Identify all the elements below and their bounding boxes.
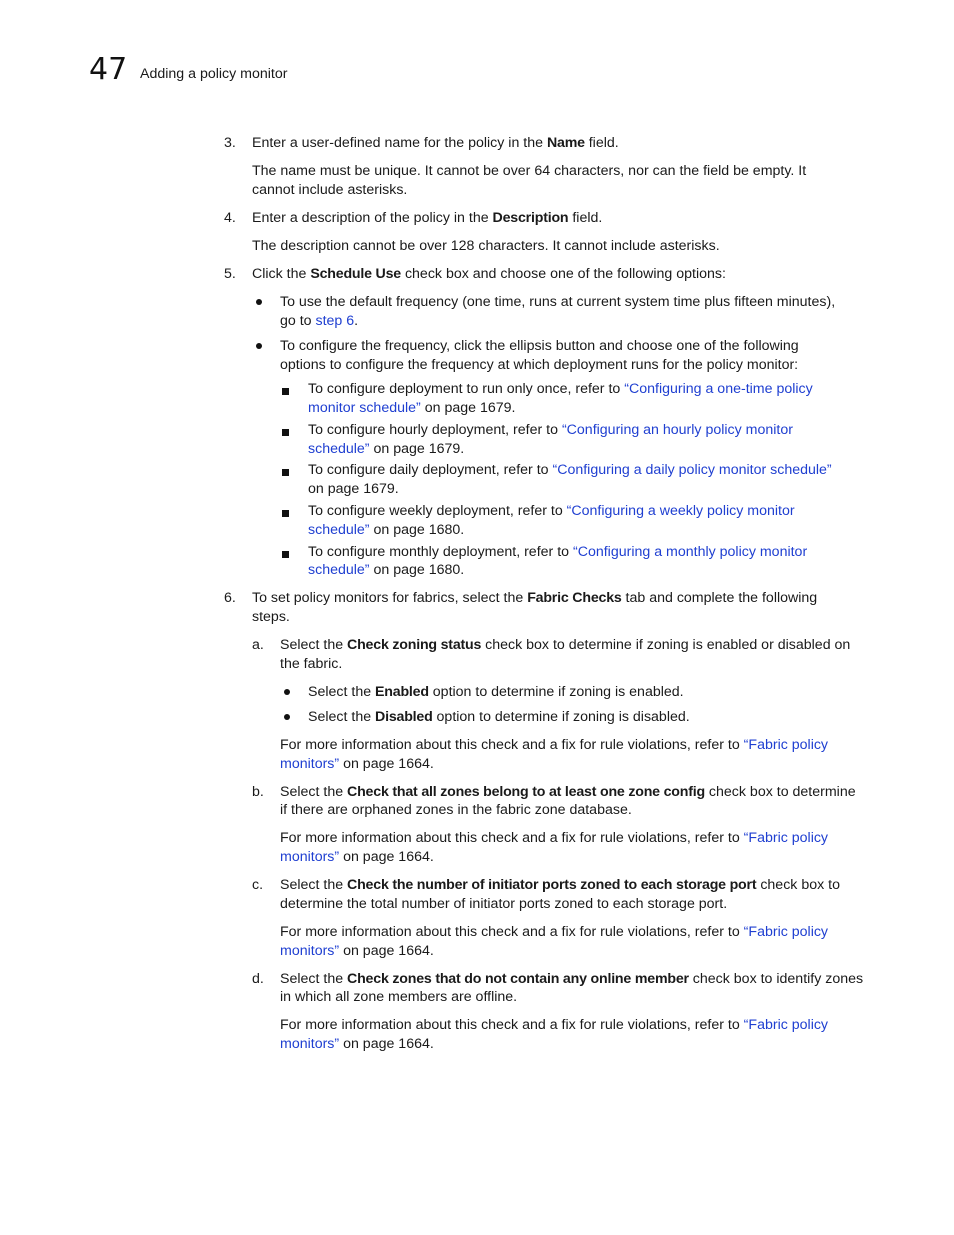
substep-c-letter: c.	[252, 877, 264, 893]
link-daily-schedule[interactable]: “Configuring a daily policy monitor schedule”	[552, 462, 832, 478]
link-fabric-policy-monitors[interactable]: “Fabric policy	[743, 1017, 829, 1033]
sub-item-monthly-line1: To configure monthly deployment, refer to “Configuring a monthly policy monitor	[308, 544, 808, 560]
sub-item-one-time-line1: To configure deployment to run only once, refer to “Configuring a one-time policy	[308, 381, 813, 397]
substep-b-more-info-line2: monitors” on page 1664.	[280, 849, 434, 865]
link-fabric-policy-monitors-cont[interactable]: monitors”	[280, 849, 340, 865]
square-bullet-icon	[282, 429, 289, 436]
link-weekly-schedule[interactable]: “Configuring a weekly policy monitor	[566, 503, 795, 519]
substep-a-bullet-disabled: Select the Disabled option to determine if zoning is disabled.	[308, 709, 690, 725]
step-4-text: Enter a description of the policy in the Description field.	[252, 210, 603, 226]
step-3-number: 3.	[224, 135, 236, 151]
step-4-note: The description cannot be over 128 characters. It cannot include asterisks.	[252, 238, 720, 254]
link-fabric-policy-monitors-cont[interactable]: monitors”	[280, 756, 340, 772]
substep-d-text: Select the Check zones that do not contain any online member check box to identify zones	[280, 971, 864, 987]
bullet-icon	[284, 714, 290, 720]
substep-b-text: Select the Check that all zones belong to at least one zone config check box to determine	[280, 784, 856, 800]
substep-d-text-line2: in which all zone members are offline.	[280, 989, 518, 1005]
step-5-bullet2-line1: To configure the frequency, click the ellipsis button and choose one of the following	[280, 338, 799, 354]
bullet-icon	[256, 343, 262, 349]
step-5-text: Click the Schedule Use check box and choose one of the following options:	[252, 266, 726, 282]
substep-d-more-info-line2: monitors” on page 1664.	[280, 1036, 434, 1052]
sub-item-hourly-line2: schedule” on page 1679.	[308, 441, 465, 457]
substep-c-more-info-line2: monitors” on page 1664.	[280, 943, 434, 959]
step-6-text-line2: steps.	[252, 609, 290, 625]
substep-b-text-line2: if there are orphaned zones in the fabric zone database.	[280, 802, 632, 818]
substep-a-more-info-line2: monitors” on page 1664.	[280, 756, 434, 772]
link-one-time-schedule-cont[interactable]: monitor schedule”	[308, 400, 421, 416]
step-5-bullet2-line2: options to configure the frequency at which deployment runs for the policy monitor:	[280, 357, 799, 373]
link-hourly-schedule-cont[interactable]: schedule”	[308, 441, 370, 457]
substep-b-more-info-line1: For more information about this check and a fix for rule violations, refer to “Fabric policy	[280, 830, 829, 846]
link-fabric-policy-monitors-cont[interactable]: monitors”	[280, 943, 340, 959]
chapter-number: 47	[89, 52, 128, 87]
link-weekly-schedule-cont[interactable]: schedule”	[308, 522, 370, 538]
link-monthly-schedule-cont[interactable]: schedule”	[308, 562, 370, 578]
chapter-title: Adding a policy monitor	[140, 66, 288, 82]
link-fabric-policy-monitors[interactable]: “Fabric policy	[743, 830, 829, 846]
square-bullet-icon	[282, 388, 289, 395]
substep-c-text-line2: determine the total number of initiator ports zoned to each storage port.	[280, 896, 728, 912]
step-5-number: 5.	[224, 266, 236, 282]
step-5-bullet1-line2: go to step 6.	[280, 313, 359, 329]
bullet-icon	[284, 689, 290, 695]
step-6-text: To set policy monitors for fabrics, select the Fabric Checks tab and complete the following	[252, 590, 818, 606]
substep-d-letter: d.	[252, 971, 264, 987]
square-bullet-icon	[282, 469, 289, 476]
step-6-number: 6.	[224, 590, 236, 606]
bullet-icon	[256, 299, 262, 305]
link-fabric-policy-monitors-cont[interactable]: monitors”	[280, 1036, 340, 1052]
step-4-number: 4.	[224, 210, 236, 226]
step-3-note-line1: The name must be unique. It cannot be over 64 characters, nor can the field be empty. It	[252, 163, 807, 179]
square-bullet-icon	[282, 510, 289, 517]
substep-a-bullet-enabled: Select the Enabled option to determine if zoning is enabled.	[308, 684, 684, 700]
substep-c-text: Select the Check the number of initiator ports zoned to each storage port check box to	[280, 877, 840, 893]
link-monthly-schedule[interactable]: “Configuring a monthly policy monitor	[572, 544, 808, 560]
sub-item-weekly-line1: To configure weekly deployment, refer to “Configuring a weekly policy monitor	[308, 503, 795, 519]
step-6-link[interactable]: step 6	[315, 313, 355, 329]
link-one-time-schedule[interactable]: “Configuring a one-time policy	[624, 381, 813, 397]
sub-item-one-time-line2: monitor schedule” on page 1679.	[308, 400, 516, 416]
square-bullet-icon	[282, 551, 289, 558]
substep-a-letter: a.	[252, 637, 264, 653]
link-fabric-policy-monitors[interactable]: “Fabric policy	[743, 924, 829, 940]
link-hourly-schedule[interactable]: “Configuring an hourly policy monitor	[561, 422, 793, 438]
step-5-bullet1-line1: To use the default frequency (one time, runs at current system time plus fifteen minutes),	[280, 294, 836, 310]
substep-a-text: Select the Check zoning status check box to determine if zoning is enabled or disabled on	[280, 637, 851, 653]
link-fabric-policy-monitors[interactable]: “Fabric policy	[743, 737, 829, 753]
sub-item-weekly-line2: schedule” on page 1680.	[308, 522, 465, 538]
substep-d-more-info-line1: For more information about this check and a fix for rule violations, refer to “Fabric policy	[280, 1017, 829, 1033]
substep-b-letter: b.	[252, 784, 264, 800]
substep-c-more-info-line1: For more information about this check and a fix for rule violations, refer to “Fabric policy	[280, 924, 829, 940]
sub-item-daily-line1: To configure daily deployment, refer to “Configuring a daily policy monitor schedule”	[308, 462, 832, 478]
sub-item-monthly-line2: schedule” on page 1680.	[308, 562, 465, 578]
substep-a-text-line2: the fabric.	[280, 656, 343, 672]
sub-item-daily-line2: on page 1679.	[308, 481, 399, 497]
sub-item-hourly-line1: To configure hourly deployment, refer to “Configuring an hourly policy monitor	[308, 422, 793, 438]
step-3-note-line2: cannot include asterisks.	[252, 182, 408, 198]
step-3-text: Enter a user-defined name for the policy in the Name field.	[252, 135, 619, 151]
substep-a-more-info-line1: For more information about this check and a fix for rule violations, refer to “Fabric policy	[280, 737, 829, 753]
